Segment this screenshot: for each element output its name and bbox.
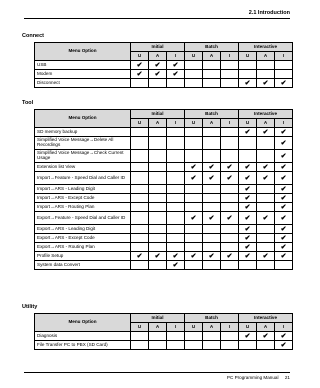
check-icon: ✔ bbox=[221, 252, 239, 261]
check-icon: ✔ bbox=[257, 128, 275, 137]
empty-cell bbox=[257, 61, 275, 70]
header-flag: A bbox=[257, 52, 275, 61]
header-menu-option: Menu Option bbox=[35, 314, 131, 332]
table-row bbox=[35, 70, 293, 79]
header-flag: A bbox=[257, 119, 275, 128]
table-row bbox=[35, 137, 293, 150]
check-icon: ✔ bbox=[221, 172, 239, 185]
menu-option-label: Import→ARS - Except Code bbox=[35, 194, 131, 203]
empty-cell bbox=[149, 225, 167, 234]
check-icon: ✔ bbox=[239, 243, 257, 252]
empty-cell bbox=[131, 332, 149, 341]
empty-cell bbox=[203, 79, 221, 88]
empty-cell bbox=[185, 194, 203, 203]
empty-cell bbox=[203, 261, 221, 270]
check-icon: ✔ bbox=[239, 163, 257, 172]
check-icon: ✔ bbox=[131, 70, 149, 79]
header-group: Batch bbox=[185, 110, 239, 119]
check-icon: ✔ bbox=[239, 79, 257, 88]
menu-option-label: System data Convert bbox=[35, 261, 131, 270]
empty-cell bbox=[185, 234, 203, 243]
empty-cell bbox=[185, 70, 203, 79]
check-icon: ✔ bbox=[239, 203, 257, 212]
check-icon: ✔ bbox=[149, 61, 167, 70]
table-row bbox=[35, 252, 293, 261]
empty-cell bbox=[257, 261, 275, 270]
menu-option-label: Simplified Voice Message→Delete All Recordings bbox=[35, 137, 131, 150]
empty-cell bbox=[185, 128, 203, 137]
empty-cell bbox=[149, 163, 167, 172]
empty-cell bbox=[239, 150, 257, 163]
empty-cell bbox=[131, 163, 149, 172]
empty-cell bbox=[167, 137, 185, 150]
empty-cell bbox=[257, 150, 275, 163]
empty-cell bbox=[257, 243, 275, 252]
check-icon: ✔ bbox=[275, 194, 293, 203]
header-flag: I bbox=[275, 52, 293, 61]
check-icon: ✔ bbox=[203, 212, 221, 225]
menu-option-label: SD memory backup bbox=[35, 128, 131, 137]
check-icon: ✔ bbox=[239, 185, 257, 194]
empty-cell bbox=[149, 203, 167, 212]
empty-cell bbox=[257, 185, 275, 194]
empty-cell bbox=[167, 203, 185, 212]
header-group: Interactive bbox=[239, 314, 293, 323]
section-title: Connect bbox=[22, 33, 44, 39]
empty-cell bbox=[185, 61, 203, 70]
empty-cell bbox=[185, 332, 203, 341]
table-row bbox=[35, 261, 293, 270]
header-group: Initial bbox=[131, 110, 185, 119]
check-icon: ✔ bbox=[275, 203, 293, 212]
empty-cell bbox=[149, 172, 167, 185]
empty-cell bbox=[221, 79, 239, 88]
empty-cell bbox=[221, 150, 239, 163]
menu-option-label: File Transfer PC to PBX (SD Card) bbox=[35, 341, 131, 350]
menu-option-label: Import→ARS - Leading Digit bbox=[35, 185, 131, 194]
check-icon: ✔ bbox=[275, 225, 293, 234]
check-icon: ✔ bbox=[275, 252, 293, 261]
header-flag: U bbox=[185, 323, 203, 332]
check-icon: ✔ bbox=[257, 79, 275, 88]
menu-option-label: Export→ARS - Routing Plan bbox=[35, 243, 131, 252]
empty-cell bbox=[131, 194, 149, 203]
empty-cell bbox=[167, 128, 185, 137]
check-icon: ✔ bbox=[239, 234, 257, 243]
header-flag: A bbox=[203, 52, 221, 61]
empty-cell bbox=[167, 225, 185, 234]
check-icon: ✔ bbox=[275, 79, 293, 88]
empty-cell bbox=[149, 234, 167, 243]
check-icon: ✔ bbox=[149, 252, 167, 261]
check-icon: ✔ bbox=[239, 225, 257, 234]
empty-cell bbox=[167, 163, 185, 172]
table-row bbox=[35, 225, 293, 234]
empty-cell bbox=[167, 332, 185, 341]
check-icon: ✔ bbox=[239, 212, 257, 225]
empty-cell bbox=[203, 332, 221, 341]
header-flag: I bbox=[221, 323, 239, 332]
empty-cell bbox=[167, 243, 185, 252]
check-icon: ✔ bbox=[185, 212, 203, 225]
empty-cell bbox=[167, 212, 185, 225]
empty-cell bbox=[149, 128, 167, 137]
menu-option-label: Import→ARS - Routing Plan bbox=[35, 203, 131, 212]
empty-cell bbox=[257, 225, 275, 234]
empty-cell bbox=[203, 234, 221, 243]
empty-cell bbox=[149, 137, 167, 150]
table-row bbox=[35, 212, 293, 225]
check-icon: ✔ bbox=[275, 332, 293, 341]
empty-cell bbox=[167, 185, 185, 194]
check-icon: ✔ bbox=[203, 252, 221, 261]
check-icon: ✔ bbox=[203, 163, 221, 172]
header-flag: A bbox=[149, 323, 167, 332]
empty-cell bbox=[185, 79, 203, 88]
check-icon: ✔ bbox=[239, 128, 257, 137]
header-group: Batch bbox=[185, 314, 239, 323]
empty-cell bbox=[185, 150, 203, 163]
check-icon: ✔ bbox=[275, 172, 293, 185]
empty-cell bbox=[131, 79, 149, 88]
check-icon: ✔ bbox=[275, 341, 293, 350]
empty-cell bbox=[275, 70, 293, 79]
table-row bbox=[35, 79, 293, 88]
empty-cell bbox=[131, 137, 149, 150]
header-rule bbox=[24, 18, 290, 19]
header-group: Interactive bbox=[239, 43, 293, 52]
menu-option-label: Export→ARS - Leading Digit bbox=[35, 225, 131, 234]
check-icon: ✔ bbox=[167, 261, 185, 270]
check-icon: ✔ bbox=[239, 252, 257, 261]
header-menu-option: Menu Option bbox=[35, 43, 131, 61]
check-icon: ✔ bbox=[167, 252, 185, 261]
empty-cell bbox=[221, 128, 239, 137]
empty-cell bbox=[131, 203, 149, 212]
header-flag: A bbox=[203, 119, 221, 128]
table-row bbox=[35, 332, 293, 341]
check-icon: ✔ bbox=[167, 70, 185, 79]
header-flag: I bbox=[275, 119, 293, 128]
empty-cell bbox=[221, 70, 239, 79]
empty-cell bbox=[167, 194, 185, 203]
check-icon: ✔ bbox=[275, 163, 293, 172]
empty-cell bbox=[203, 61, 221, 70]
table-row bbox=[35, 172, 293, 185]
header-flag: I bbox=[221, 52, 239, 61]
footer-rule bbox=[24, 372, 290, 373]
empty-cell bbox=[257, 70, 275, 79]
empty-cell bbox=[131, 225, 149, 234]
empty-cell bbox=[131, 128, 149, 137]
table-row bbox=[35, 234, 293, 243]
header-flag: A bbox=[257, 323, 275, 332]
menu-option-label: Export→Feature - Speed Dial and Caller ID bbox=[35, 212, 131, 225]
empty-cell bbox=[239, 341, 257, 350]
empty-cell bbox=[167, 341, 185, 350]
empty-cell bbox=[131, 243, 149, 252]
header-group: Initial bbox=[131, 43, 185, 52]
header-flag: I bbox=[167, 119, 185, 128]
empty-cell bbox=[221, 137, 239, 150]
header-flag: I bbox=[167, 52, 185, 61]
check-icon: ✔ bbox=[221, 163, 239, 172]
table-row bbox=[35, 150, 293, 163]
empty-cell bbox=[203, 194, 221, 203]
check-icon: ✔ bbox=[257, 212, 275, 225]
check-icon: ✔ bbox=[257, 252, 275, 261]
empty-cell bbox=[131, 172, 149, 185]
chapter-heading: 2.1 Introduction bbox=[248, 10, 290, 16]
check-icon: ✔ bbox=[275, 234, 293, 243]
menu-option-label: Modem bbox=[35, 70, 131, 79]
empty-cell bbox=[149, 212, 167, 225]
check-icon: ✔ bbox=[131, 61, 149, 70]
menu-option-label: Profile Setup bbox=[35, 252, 131, 261]
check-icon: ✔ bbox=[239, 194, 257, 203]
check-icon: ✔ bbox=[257, 163, 275, 172]
header-flag: I bbox=[167, 323, 185, 332]
empty-cell bbox=[257, 341, 275, 350]
empty-cell bbox=[131, 150, 149, 163]
check-icon: ✔ bbox=[275, 150, 293, 163]
empty-cell bbox=[203, 203, 221, 212]
section-title: Utility bbox=[22, 304, 38, 310]
check-icon: ✔ bbox=[275, 243, 293, 252]
table-row bbox=[35, 128, 293, 137]
empty-cell bbox=[221, 203, 239, 212]
header-flag: U bbox=[239, 323, 257, 332]
empty-cell bbox=[203, 70, 221, 79]
header-group: Initial bbox=[131, 314, 185, 323]
empty-cell bbox=[185, 261, 203, 270]
empty-cell bbox=[239, 61, 257, 70]
check-icon: ✔ bbox=[239, 332, 257, 341]
menu-option-label: Simplified Voice Message→Check Current Usage bbox=[35, 150, 131, 163]
table-row bbox=[35, 194, 293, 203]
empty-cell bbox=[203, 243, 221, 252]
check-icon: ✔ bbox=[203, 172, 221, 185]
empty-cell bbox=[167, 79, 185, 88]
empty-cell bbox=[257, 137, 275, 150]
menu-option-label: USB bbox=[35, 61, 131, 70]
table-row bbox=[35, 341, 293, 350]
check-icon: ✔ bbox=[221, 212, 239, 225]
header-flag: U bbox=[131, 52, 149, 61]
empty-cell bbox=[275, 61, 293, 70]
empty-cell bbox=[275, 261, 293, 270]
section-title: Tool bbox=[22, 100, 34, 106]
empty-cell bbox=[131, 261, 149, 270]
empty-cell bbox=[167, 150, 185, 163]
empty-cell bbox=[203, 185, 221, 194]
empty-cell bbox=[149, 332, 167, 341]
menu-option-label: Diagnosis bbox=[35, 332, 131, 341]
header-flag: I bbox=[275, 323, 293, 332]
empty-cell bbox=[257, 234, 275, 243]
empty-cell bbox=[185, 203, 203, 212]
empty-cell bbox=[185, 225, 203, 234]
check-icon: ✔ bbox=[185, 172, 203, 185]
check-icon: ✔ bbox=[275, 212, 293, 225]
header-flag: U bbox=[239, 52, 257, 61]
table-row bbox=[35, 203, 293, 212]
empty-cell bbox=[185, 137, 203, 150]
empty-cell bbox=[185, 185, 203, 194]
check-icon: ✔ bbox=[149, 70, 167, 79]
header-group: Batch bbox=[185, 43, 239, 52]
menu-option-table bbox=[34, 109, 293, 270]
menu-option-table bbox=[34, 42, 293, 88]
empty-cell bbox=[257, 203, 275, 212]
empty-cell bbox=[221, 332, 239, 341]
empty-cell bbox=[185, 243, 203, 252]
table-row bbox=[35, 61, 293, 70]
check-icon: ✔ bbox=[275, 137, 293, 150]
header-flag: U bbox=[131, 119, 149, 128]
empty-cell bbox=[203, 128, 221, 137]
empty-cell bbox=[221, 61, 239, 70]
header-flag: U bbox=[185, 52, 203, 61]
table-row bbox=[35, 163, 293, 172]
empty-cell bbox=[239, 137, 257, 150]
empty-cell bbox=[131, 185, 149, 194]
table-row bbox=[35, 185, 293, 194]
empty-cell bbox=[221, 194, 239, 203]
empty-cell bbox=[239, 261, 257, 270]
empty-cell bbox=[149, 261, 167, 270]
header-group: Interactive bbox=[239, 110, 293, 119]
check-icon: ✔ bbox=[131, 252, 149, 261]
header-menu-option: Menu Option bbox=[35, 110, 131, 128]
menu-option-label: Import→Feature - Speed Dial and Caller ID bbox=[35, 172, 131, 185]
empty-cell bbox=[203, 150, 221, 163]
empty-cell bbox=[221, 225, 239, 234]
empty-cell bbox=[149, 243, 167, 252]
header-flag: I bbox=[221, 119, 239, 128]
check-icon: ✔ bbox=[257, 172, 275, 185]
check-icon: ✔ bbox=[257, 332, 275, 341]
empty-cell bbox=[149, 341, 167, 350]
header-flag: U bbox=[239, 119, 257, 128]
empty-cell bbox=[149, 194, 167, 203]
page-footer bbox=[227, 375, 290, 380]
empty-cell bbox=[239, 70, 257, 79]
empty-cell bbox=[131, 212, 149, 225]
menu-option-label: Disconnect bbox=[35, 79, 131, 88]
empty-cell bbox=[203, 137, 221, 150]
check-icon: ✔ bbox=[167, 61, 185, 70]
header-flag: U bbox=[185, 119, 203, 128]
menu-option-label: Extension list View bbox=[35, 163, 131, 172]
empty-cell bbox=[149, 79, 167, 88]
header-flag: A bbox=[149, 119, 167, 128]
empty-cell bbox=[131, 234, 149, 243]
empty-cell bbox=[203, 341, 221, 350]
empty-cell bbox=[221, 243, 239, 252]
check-icon: ✔ bbox=[185, 163, 203, 172]
empty-cell bbox=[149, 185, 167, 194]
page-number: 21 bbox=[284, 375, 290, 380]
check-icon: ✔ bbox=[275, 128, 293, 137]
manual-name: PC Programming Manual bbox=[226, 375, 279, 380]
empty-cell bbox=[185, 341, 203, 350]
menu-option-label: Export→ARS - Except Code bbox=[35, 234, 131, 243]
header-flag: A bbox=[203, 323, 221, 332]
empty-cell bbox=[131, 341, 149, 350]
check-icon: ✔ bbox=[185, 252, 203, 261]
header-flag: A bbox=[149, 52, 167, 61]
menu-option-table bbox=[34, 313, 293, 350]
empty-cell bbox=[221, 234, 239, 243]
check-icon: ✔ bbox=[275, 185, 293, 194]
empty-cell bbox=[167, 172, 185, 185]
empty-cell bbox=[221, 185, 239, 194]
header-flag: U bbox=[131, 323, 149, 332]
empty-cell bbox=[167, 234, 185, 243]
empty-cell bbox=[257, 194, 275, 203]
empty-cell bbox=[221, 261, 239, 270]
empty-cell bbox=[203, 225, 221, 234]
table-row bbox=[35, 243, 293, 252]
empty-cell bbox=[149, 150, 167, 163]
empty-cell bbox=[221, 341, 239, 350]
check-icon: ✔ bbox=[239, 172, 257, 185]
